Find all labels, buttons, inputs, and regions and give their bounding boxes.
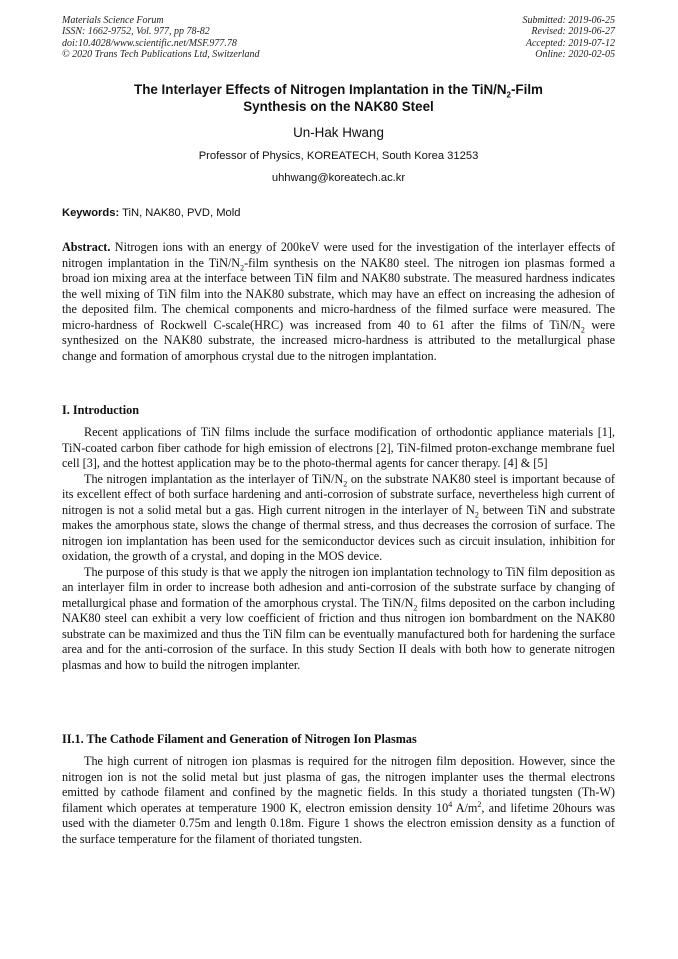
- section2-paragraph-1: The high current of nitrogen ion plasmas is required for the nitrogen film deposition. However, since the nitrogen ion is not the solid metal but just plasma of gas, the nitrogen implanter uses the thermal electrons emitted by cathode filament and confined by the magnetic fields. In this study a thoriated tungsten (Th-W) filament which operates at temperature 1900 K, electron emission density $10^4$ $A/m^2$, and lifetime 20hours was used with the diameter 0.75m and length 0.18m. Figure 1 shows the electron emission density as a function of the surface temperature for the filament of thoriated tungsten.: [62, 754, 615, 846]
- issn-line: ISSN: 1662-9752, Vol. 977, pp 78-82: [62, 26, 210, 38]
- abstract: Abstract. Nitrogen ions with an energy of 200keV were used for the investigation of the interlayer effects of nitrogen implantation in the TiN/$N_2$-film synthesis on the NAK80 steel. The nitrogen ion plasmas formed a broad ion mixing area at the interface between TiN film and NAK80 substrate. The measured hardness indicates the well mixing of TiN film into the NAK80 substrate, which may have an effect on increasing the adhesion of the deposited film. The chemical components and micro-hardness of the filmed surface were measured. The micro-hardness of Rockwell C-scale(HRC) was increased from 40 to 61 after the films of TiN/$N_2$ were synthesized on the NAK80 substrate, the increased micro-hardness is attributed to the metallurgical phase change and formation of amorphous crystal due to the nitrogen implantation.: [62, 240, 615, 363]
- intro-paragraph-2: The nitrogen implantation as the interlayer of TiN/$N_2$ on the substrate NAK80 steel is important because of its excellent effect of both surface hardening and anti-corrosion of substrate surface, nevertheless high current of nitrogen is not a solid metal but a gas. High current nitrogen in the interlayer of $N_2$ between TiN and substrate makes the amorphous state, slows the change of thermal stress, and thus decreases the corrosion of surface. The nitrogen ion implantation has been used for the semiconductor devices such as circuit insulation, inhibition for oxidation, the growth of a crystal, and doping in the MOS device.: [62, 471, 615, 563]
- section-heading-cathode-filament: II.1. The Cathode Filament and Generation of Nitrogen Ion Plasmas: [62, 732, 417, 746]
- affiliation: Professor of Physics, KOREATECH, South Korea 31253: [198, 150, 479, 162]
- section2-body: [62, 754, 615, 847]
- journal-name: Materials Science Forum: [62, 15, 164, 26]
- abstract-label: Abstract.: [62, 240, 111, 254]
- journal-info: [62, 15, 260, 60]
- intro-paragraph-1: Recent applications of TiN films include the surface modification of orthodontic appliance materials [1], TiN-coated carbon fiber cathode for high emission of electrons [2], TiN-filmed proton-exchange membrane fuel cell [3], and the hottest application may be to the photo-thermal agents for cancer therapy. [4] & [5]: [62, 425, 615, 470]
- author-name: Un-Hak Hwang: [293, 125, 384, 140]
- dates-info: [523, 15, 616, 60]
- section-heading-introduction: I. Introduction: [62, 403, 139, 417]
- keywords-text: TiN, NAK80, PVD, Mold: [119, 207, 241, 219]
- introduction-body: [62, 425, 615, 673]
- submitted-date: Submitted: 2019-06-25: [522, 15, 615, 26]
- revised-date: Revised: 2019-06-27: [531, 26, 615, 38]
- doi-line: doi:10.4028/www.scientific.net/MSF.977.78: [62, 37, 237, 49]
- intro-paragraph-3: The purpose of this study is that we apply the nitrogen ion implantation technology to TiN film deposition as an interlayer film in order to increase both adhesion and anti-corrosion of the substrate surface by changing of metallurgical phase and formation of the amorphous crystal. The TiN/$N_2$ films deposited on the carbon including NAK80 steel can exhibit a very low coefficient of friction and thus nitrogen ion bombardment on the NAK80 substrate can be maximized and thus the TiN film can be eventually manufactured both for hardening the surface area and for the anti-corrosion of the surface. In this study Section II deals with both how to generate nitrogen plasmas and how to build the nitrogen implanter.: [62, 564, 615, 672]
- online-date: Online: 2020-02-05: [535, 48, 615, 60]
- keywords-label: Keywords:: [62, 207, 120, 219]
- copyright-line: © 2020 Trans Tech Publications Ltd, Switzerland: [62, 48, 260, 60]
- accepted-date: Accepted: 2019-07-12: [525, 37, 615, 49]
- keywords: [62, 207, 615, 219]
- paper-title: The Interlayer Effects of Nitrogen Implantation in the TiN/$N_2$-Film Synthesis on the NAK80 Steel: [134, 82, 543, 114]
- author-email: uhhwang@koreatech.ac.kr: [271, 172, 406, 184]
